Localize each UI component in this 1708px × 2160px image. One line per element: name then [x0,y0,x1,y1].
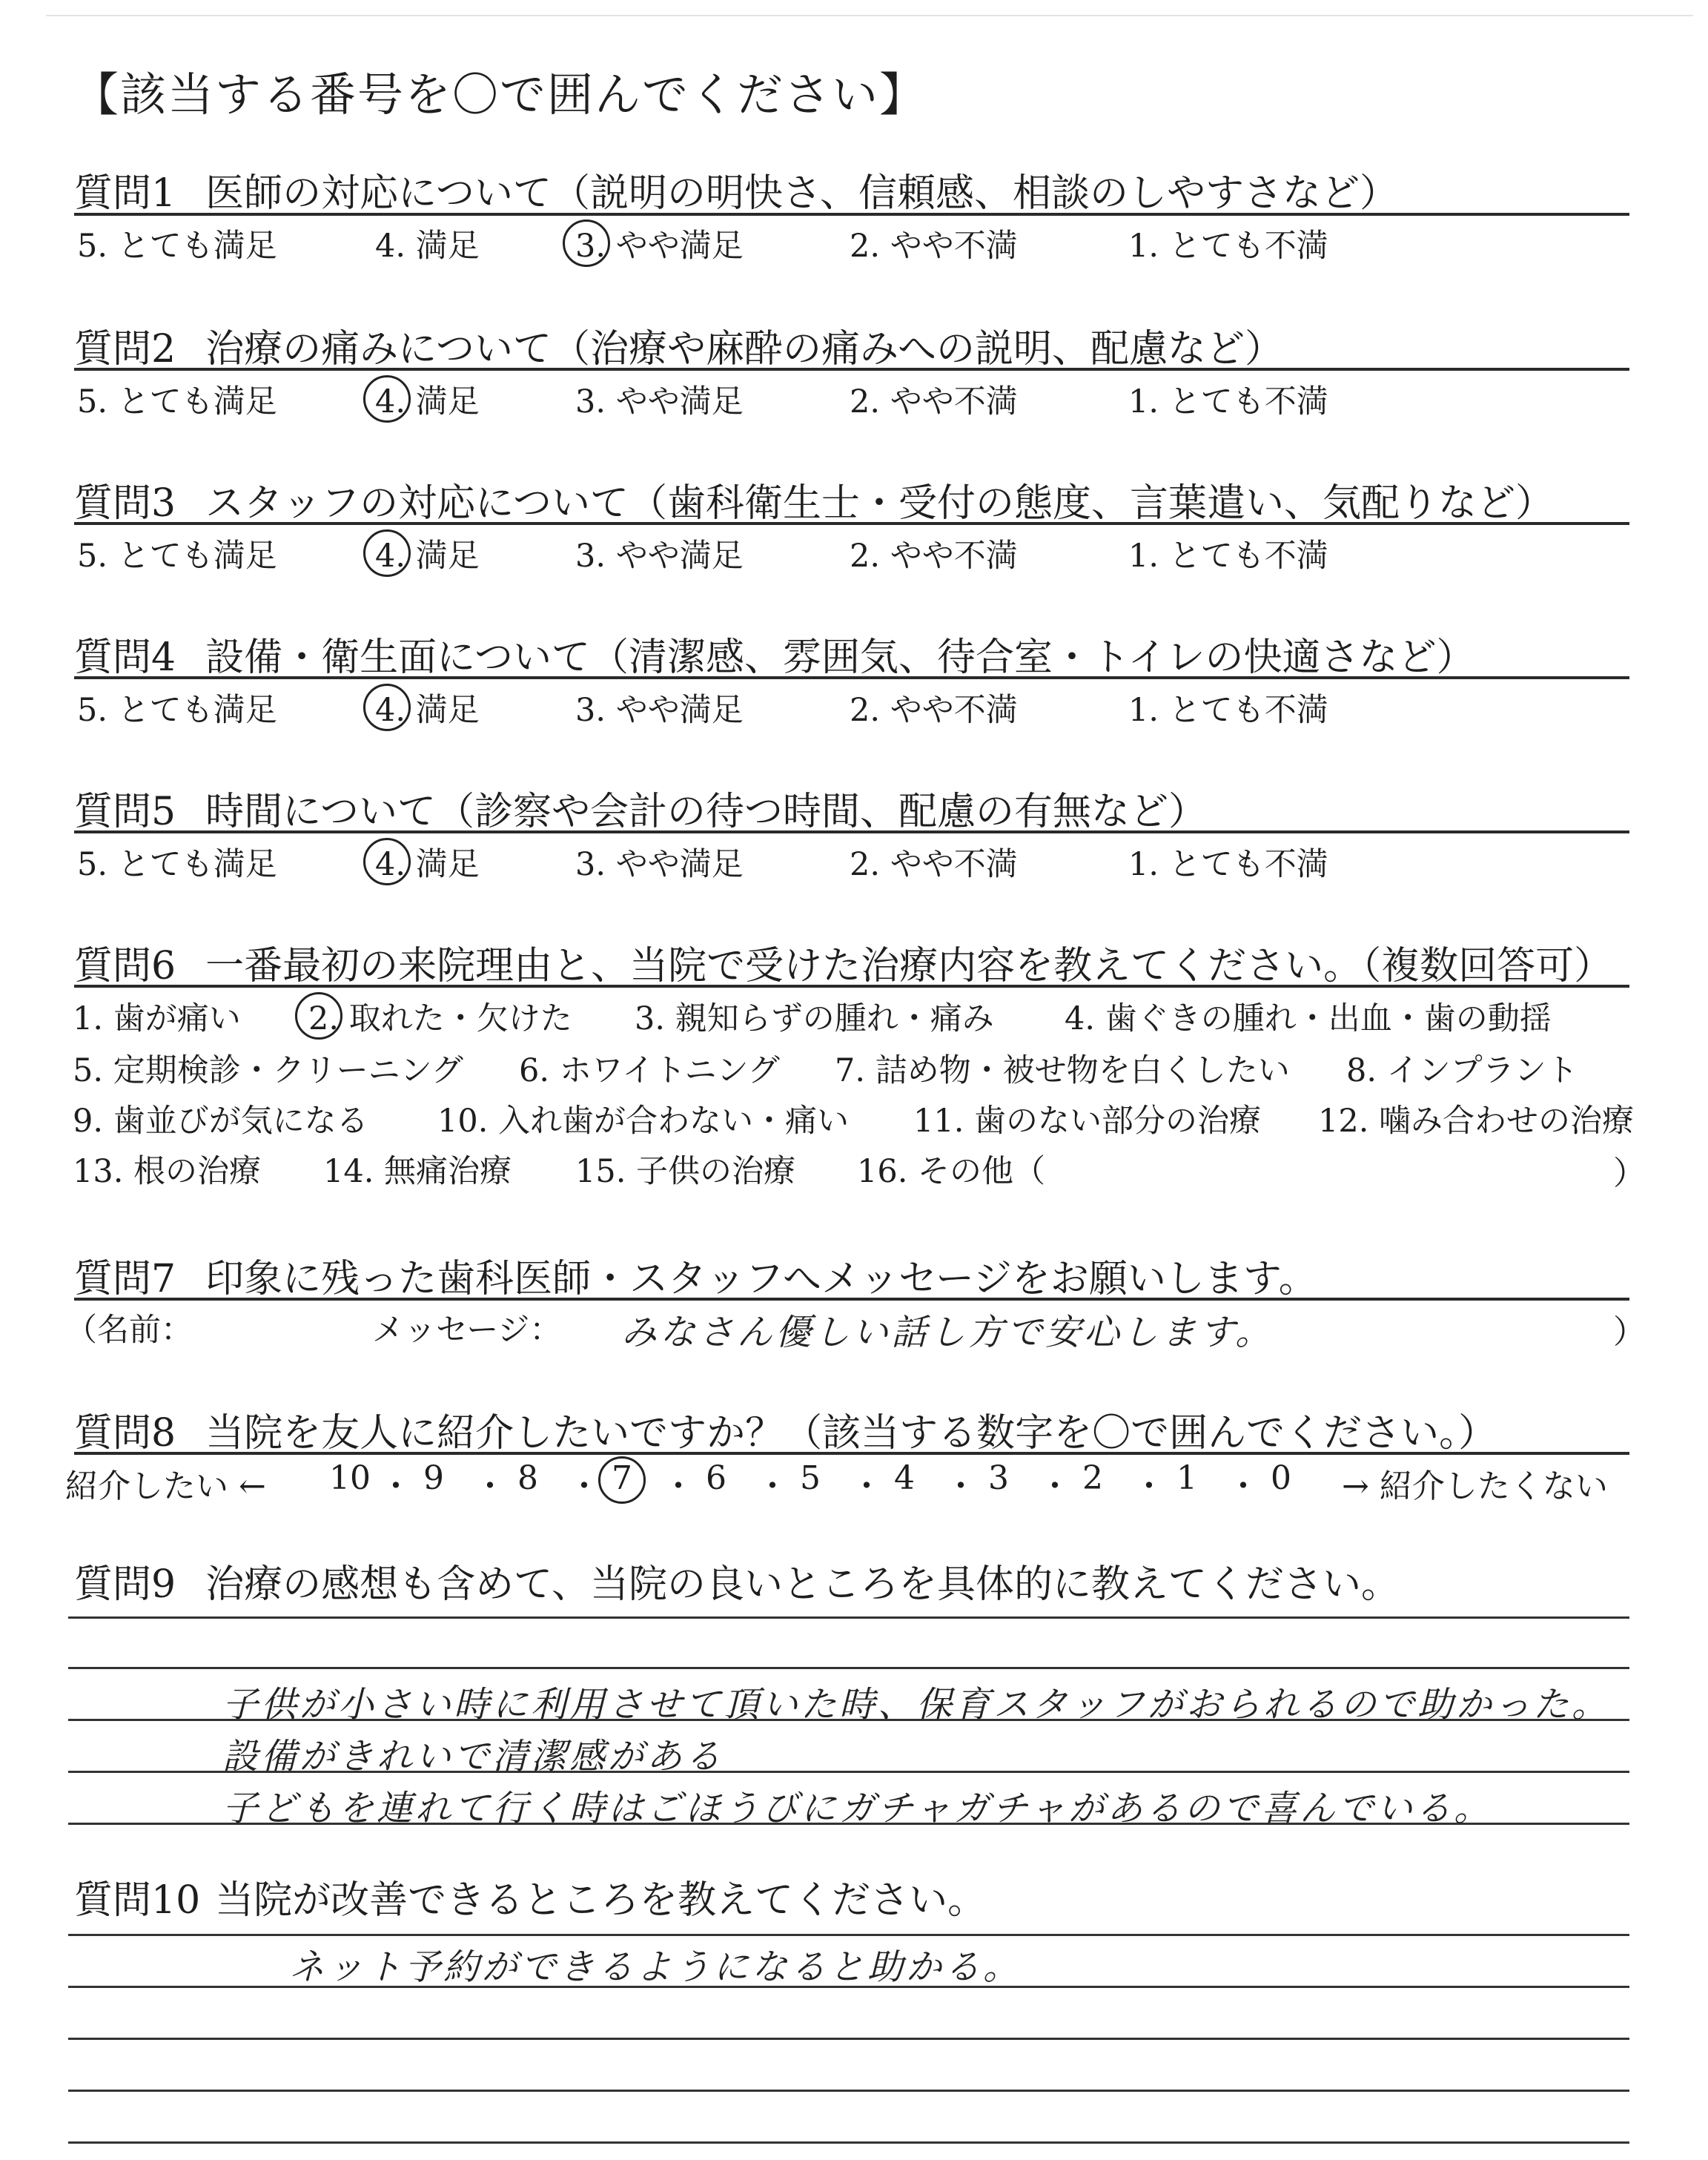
handwritten-answer[interactable]: ネット予約ができるようになると助かる。 [289,1946,1022,1988]
question-heading [74,1869,986,1924]
option-5[interactable]: 5. とても満足 [77,692,277,729]
option-3[interactable]: 3. やや満足 [575,383,744,420]
recommend-left-label: 紹介したい ← [65,1467,266,1505]
option-5[interactable]: 5. とても満足 [77,383,277,420]
question-rule [74,985,1629,988]
scale-value-2[interactable]: 2 [1082,1459,1103,1497]
question-rule [74,368,1629,371]
question-label: 質問3 [74,481,176,526]
question-label: 質問2 [74,327,176,371]
scale-separator: ・ [1227,1467,1260,1505]
selected-circle-mark [363,684,411,731]
question-text: 設備・衛生面について（清潔感、雰囲気、待合室・トイレの快適さなど） [205,635,1475,680]
question-label: 質問10 [74,1878,201,1923]
scale-separator: ・ [756,1467,789,1505]
question-rule [74,213,1629,216]
page-top-edge [46,15,1693,16]
scale-value-10[interactable]: 10 [329,1459,371,1497]
option-4[interactable]: 4. 満足 [375,383,480,420]
scale-separator: ・ [850,1467,883,1505]
scale-value-9[interactable]: 9 [423,1459,444,1497]
handwritten-message[interactable]: みなさん優しい話し方で安心します。 [621,1312,1274,1353]
option-1[interactable]: 1. とても不満 [1128,692,1328,729]
scale-separator: ・ [568,1467,600,1505]
option-2[interactable]: 2. やや不満 [850,692,1018,729]
form-title: 【該当する番号を〇で囲んでください】 [73,67,927,122]
question-label: 質問9 [74,1562,176,1607]
handwritten-answer[interactable]: 設備がきれいで清潔感がある [222,1736,724,1777]
reason-option-10[interactable]: 10. 入れ歯が合わない・痛い [437,1103,850,1140]
selected-circle-mark [363,529,411,577]
selected-circle-mark [295,992,342,1040]
question-heading [74,934,1612,990]
scale-value-4[interactable]: 4 [894,1459,915,1497]
question-label: 質問5 [74,790,176,834]
reason-option-3[interactable]: 3. 親知らずの腫れ・痛み [635,1000,994,1037]
reason-option-5[interactable]: 5. 定期検診・クリーニング [73,1052,463,1089]
question-heading [74,1247,1317,1303]
scale-separator: ・ [944,1467,977,1505]
other-close-paren: ） [1613,1155,1646,1192]
recommend-right-label: → 紹介したくない [1342,1467,1608,1505]
question-heading [74,472,1554,527]
option-1[interactable]: 1. とても不満 [1128,538,1328,575]
scale-value-8[interactable]: 8 [517,1459,538,1497]
option-2[interactable]: 2. やや不満 [850,228,1018,265]
question-text: 治療の痛みについて（治療や麻酔の痛みへの説明、配慮など） [205,327,1284,371]
scale-separator: ・ [1039,1467,1071,1505]
question-text: 一番最初の来院理由と、当院で受けた治療内容を教えてください。（複数回答可） [205,944,1613,988]
question-label: 質問1 [74,171,176,216]
option-2[interactable]: 2. やや不満 [850,846,1018,883]
option-2[interactable]: 2. やや不満 [850,383,1018,420]
answer-line [68,2038,1629,2040]
reason-option-16[interactable]: 16. その他（ [857,1153,1046,1190]
question-label: 質問4 [74,635,176,680]
question-heading [74,162,1398,217]
option-4[interactable]: 4. 満足 [375,692,480,729]
reason-option-8[interactable]: 8. インプラント [1346,1052,1578,1089]
scale-value-7[interactable]: 7 [612,1459,632,1497]
reason-option-2[interactable]: 2. 取れた・欠けた [308,1000,572,1037]
handwritten-answer[interactable]: 子どもを連れて行く時はごほうびにガチャガチャがあるので喜んでいる。 [222,1788,1493,1829]
option-2[interactable]: 2. やや不満 [850,538,1018,575]
answer-line [68,2141,1629,2144]
scale-value-0[interactable]: 0 [1271,1459,1291,1497]
question-text: 時間について（診察や会計の待つ時間、配慮の有無など） [205,790,1208,834]
question-heading [74,780,1207,836]
selected-circle-mark [563,219,610,267]
option-1[interactable]: 1. とても不満 [1128,228,1328,265]
question-text: 当院が改善できるところを教えてください。 [215,1878,987,1923]
selected-circle-mark [363,375,411,423]
scale-value-1[interactable]: 1 [1176,1459,1197,1497]
reason-option-4[interactable]: 4. 歯ぐきの腫れ・出血・歯の動揺 [1065,1000,1552,1037]
question-text: 治療の感想も含めて、当院の良いところを具体的に教えてください。 [205,1562,1400,1607]
reason-option-14[interactable]: 14. 無痛治療 [323,1153,512,1190]
reason-option-12[interactable]: 12. 噛み合わせの治療 [1318,1103,1635,1140]
answer-line [68,1667,1629,1669]
option-3[interactable]: 3. やや満足 [575,538,744,575]
question-label: 質問8 [74,1411,176,1456]
scale-value-6[interactable]: 6 [706,1459,726,1497]
scale-separator: ・ [474,1467,506,1505]
answer-line [68,1616,1629,1619]
question-text: 当院を友人に紹介したいですか？（該当する数字を〇で囲んでください。） [205,1411,1497,1456]
option-5[interactable]: 5. とても満足 [77,538,277,575]
option-4[interactable]: 4. 満足 [375,538,480,575]
question-rule [74,522,1629,525]
scale-value-5[interactable]: 5 [800,1459,821,1497]
question-rule [74,1298,1629,1301]
scale-separator: ・ [1133,1467,1165,1505]
reason-option-6[interactable]: 6. ホワイトニング [519,1052,780,1089]
option-4[interactable]: 4. 満足 [375,228,480,265]
question-heading [74,626,1474,681]
scale-value-3[interactable]: 3 [988,1459,1009,1497]
question-rule [74,1452,1629,1455]
message-label: メッセージ： [372,1312,562,1349]
option-5[interactable]: 5. とても満足 [77,228,277,265]
question-text: 印象に残った歯科医師・スタッフへメッセージをお願いします。 [205,1257,1317,1301]
question-text: 医師の対応について（説明の明快さ、信頼感、相談のしやすさなど） [205,171,1398,216]
scale-separator: ・ [662,1467,695,1505]
reason-option-15[interactable]: 15. 子供の治療 [575,1153,796,1190]
option-4[interactable]: 4. 満足 [375,846,480,883]
question-heading [74,317,1283,373]
reason-option-9[interactable]: 9. 歯並びが気になる [73,1103,368,1140]
scale-separator: ・ [380,1467,412,1505]
reason-option-7[interactable]: 7. 詰め物・被せ物を白くしたい [835,1052,1290,1089]
question-rule [74,830,1629,833]
selected-circle-mark [598,1456,646,1504]
question-heading [74,1553,1400,1608]
reason-option-13[interactable]: 13. 根の治療 [73,1153,262,1190]
question-rule [74,676,1629,679]
handwritten-answer[interactable]: 子供が小さい時に利用させて頂いた時、保育スタッフがおられるので助かった。 [222,1684,1611,1725]
question-label: 質問7 [74,1257,176,1301]
option-1[interactable]: 1. とても不満 [1128,846,1328,883]
selected-circle-mark [363,838,411,885]
answer-line [68,2090,1629,2092]
name-label: （名前： [65,1312,193,1349]
option-3[interactable]: 3. やや満足 [575,846,744,883]
option-1[interactable]: 1. とても不満 [1128,383,1328,420]
option-3[interactable]: 3. やや満足 [575,692,744,729]
reason-option-11[interactable]: 11. 歯のない部分の治療 [913,1103,1262,1140]
message-close-paren: ） [1613,1313,1646,1351]
reason-option-1[interactable]: 1. 歯が痛い [73,1000,241,1037]
option-3[interactable]: 3. やや満足 [575,228,744,265]
question-label: 質問6 [74,944,176,988]
option-5[interactable]: 5. とても満足 [77,846,277,883]
question-text: スタッフの対応について（歯科衛生士・受付の態度、言葉遣い、気配りなど） [205,481,1555,526]
answer-line [68,1934,1629,1936]
question-heading [74,1401,1497,1457]
